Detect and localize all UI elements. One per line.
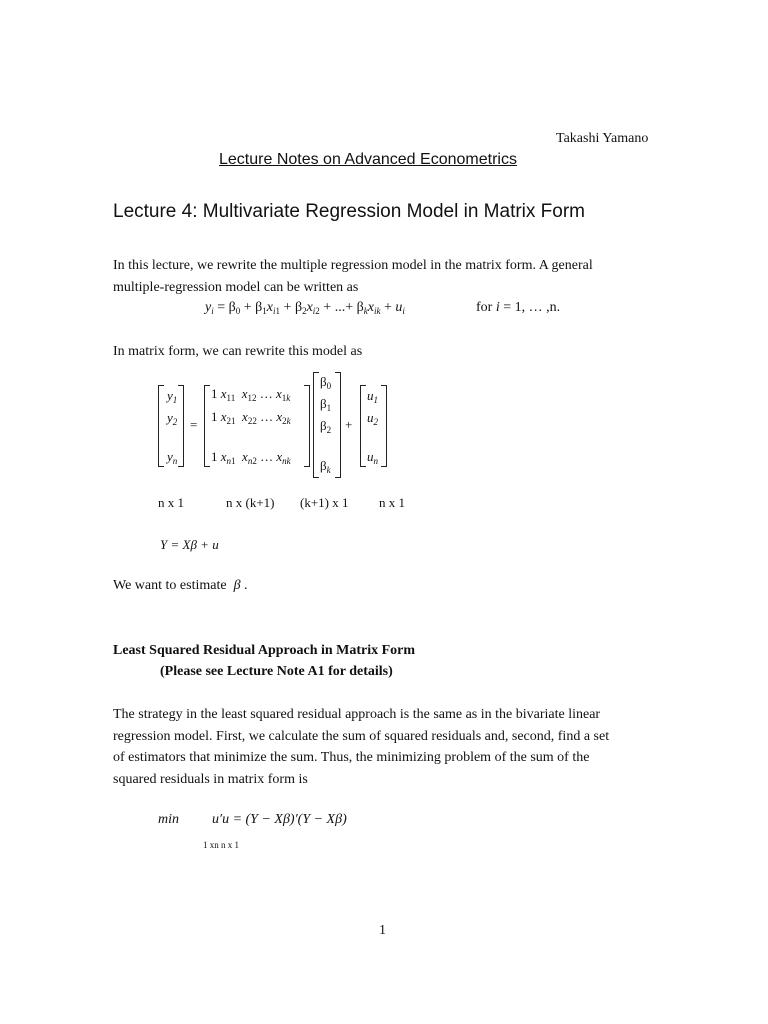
strategy-line-2: regression model. First, we calculate the sum of squared residuals and, second, find a set (113, 729, 610, 744)
strategy-line-3: of estimators that minimize the sum. Thus, the minimizing problem of the sum of the (113, 750, 590, 765)
lecture-title: Lecture 4: Multivariate Regression Model in Matrix Form (113, 201, 586, 222)
plus-sign: + (345, 417, 353, 432)
strategy-line-1: The strategy in the least squared residual approach is the same as in the bivariate linear (113, 707, 601, 722)
dim-u: n x 1 (379, 495, 405, 510)
compact-equation: Y = Xβ + u (160, 537, 219, 552)
dim-x: n x (k+1) (226, 495, 275, 510)
matrix-intro: In matrix form, we can rewrite this model as (113, 344, 363, 359)
strategy-line-4: squared residuals in matrix form is (113, 772, 308, 787)
dim-beta: (k+1) x 1 (300, 495, 349, 510)
min-label: min (158, 812, 179, 827)
equals-sign: = (190, 417, 198, 432)
min-expression: u′u = (Y − Xβ)′(Y − Xβ) (212, 812, 347, 827)
intro-line-2: multiple-regression model can be written as (113, 280, 359, 295)
equation-condition: for i = 1, … ,n. (476, 300, 561, 315)
intro-line-1: In this lecture, we rewrite the multiple regression model in the matrix form. A general (113, 258, 593, 273)
page-number: 1 (379, 923, 386, 938)
author-name: Takashi Yamano (556, 131, 649, 146)
section-title: Least Squared Residual Approach in Matrix Form (113, 643, 416, 658)
regression-equation: $y_i = \beta_0 + \beta_1x_{i1} + \beta_2x_{i2}$ + ...+ $\beta_kx_{ik} + u_i$ (205, 300, 405, 316)
beta-vector: $\beta_0$ $\beta_1$ $\beta_2$ $\beta_k$ (313, 372, 341, 478)
dim-y: n x 1 (158, 495, 184, 510)
section-subtitle: (Please see Lecture Note A1 for details) (160, 664, 393, 679)
x-matrix: 1 $x_{11}$ $x_{12}$ … $x_{1k}$ 1 $x_{21}$ $x_{22}$ … $x_{2k}$ 1 $x_{n1}$ $x_{n2}$ … $x_{nk}$ (204, 385, 310, 467)
estimate-sentence: We want to estimate β . (113, 578, 248, 593)
min-dims: 1 xn n x 1 (203, 840, 239, 850)
series-title: Lecture Notes on Advanced Econometrics (219, 151, 517, 168)
u-vector: $u_1$ $u_2$ $u_n$ (360, 385, 387, 467)
y-vector: $y_1$ $y_2$ $y_n$ (158, 385, 184, 467)
